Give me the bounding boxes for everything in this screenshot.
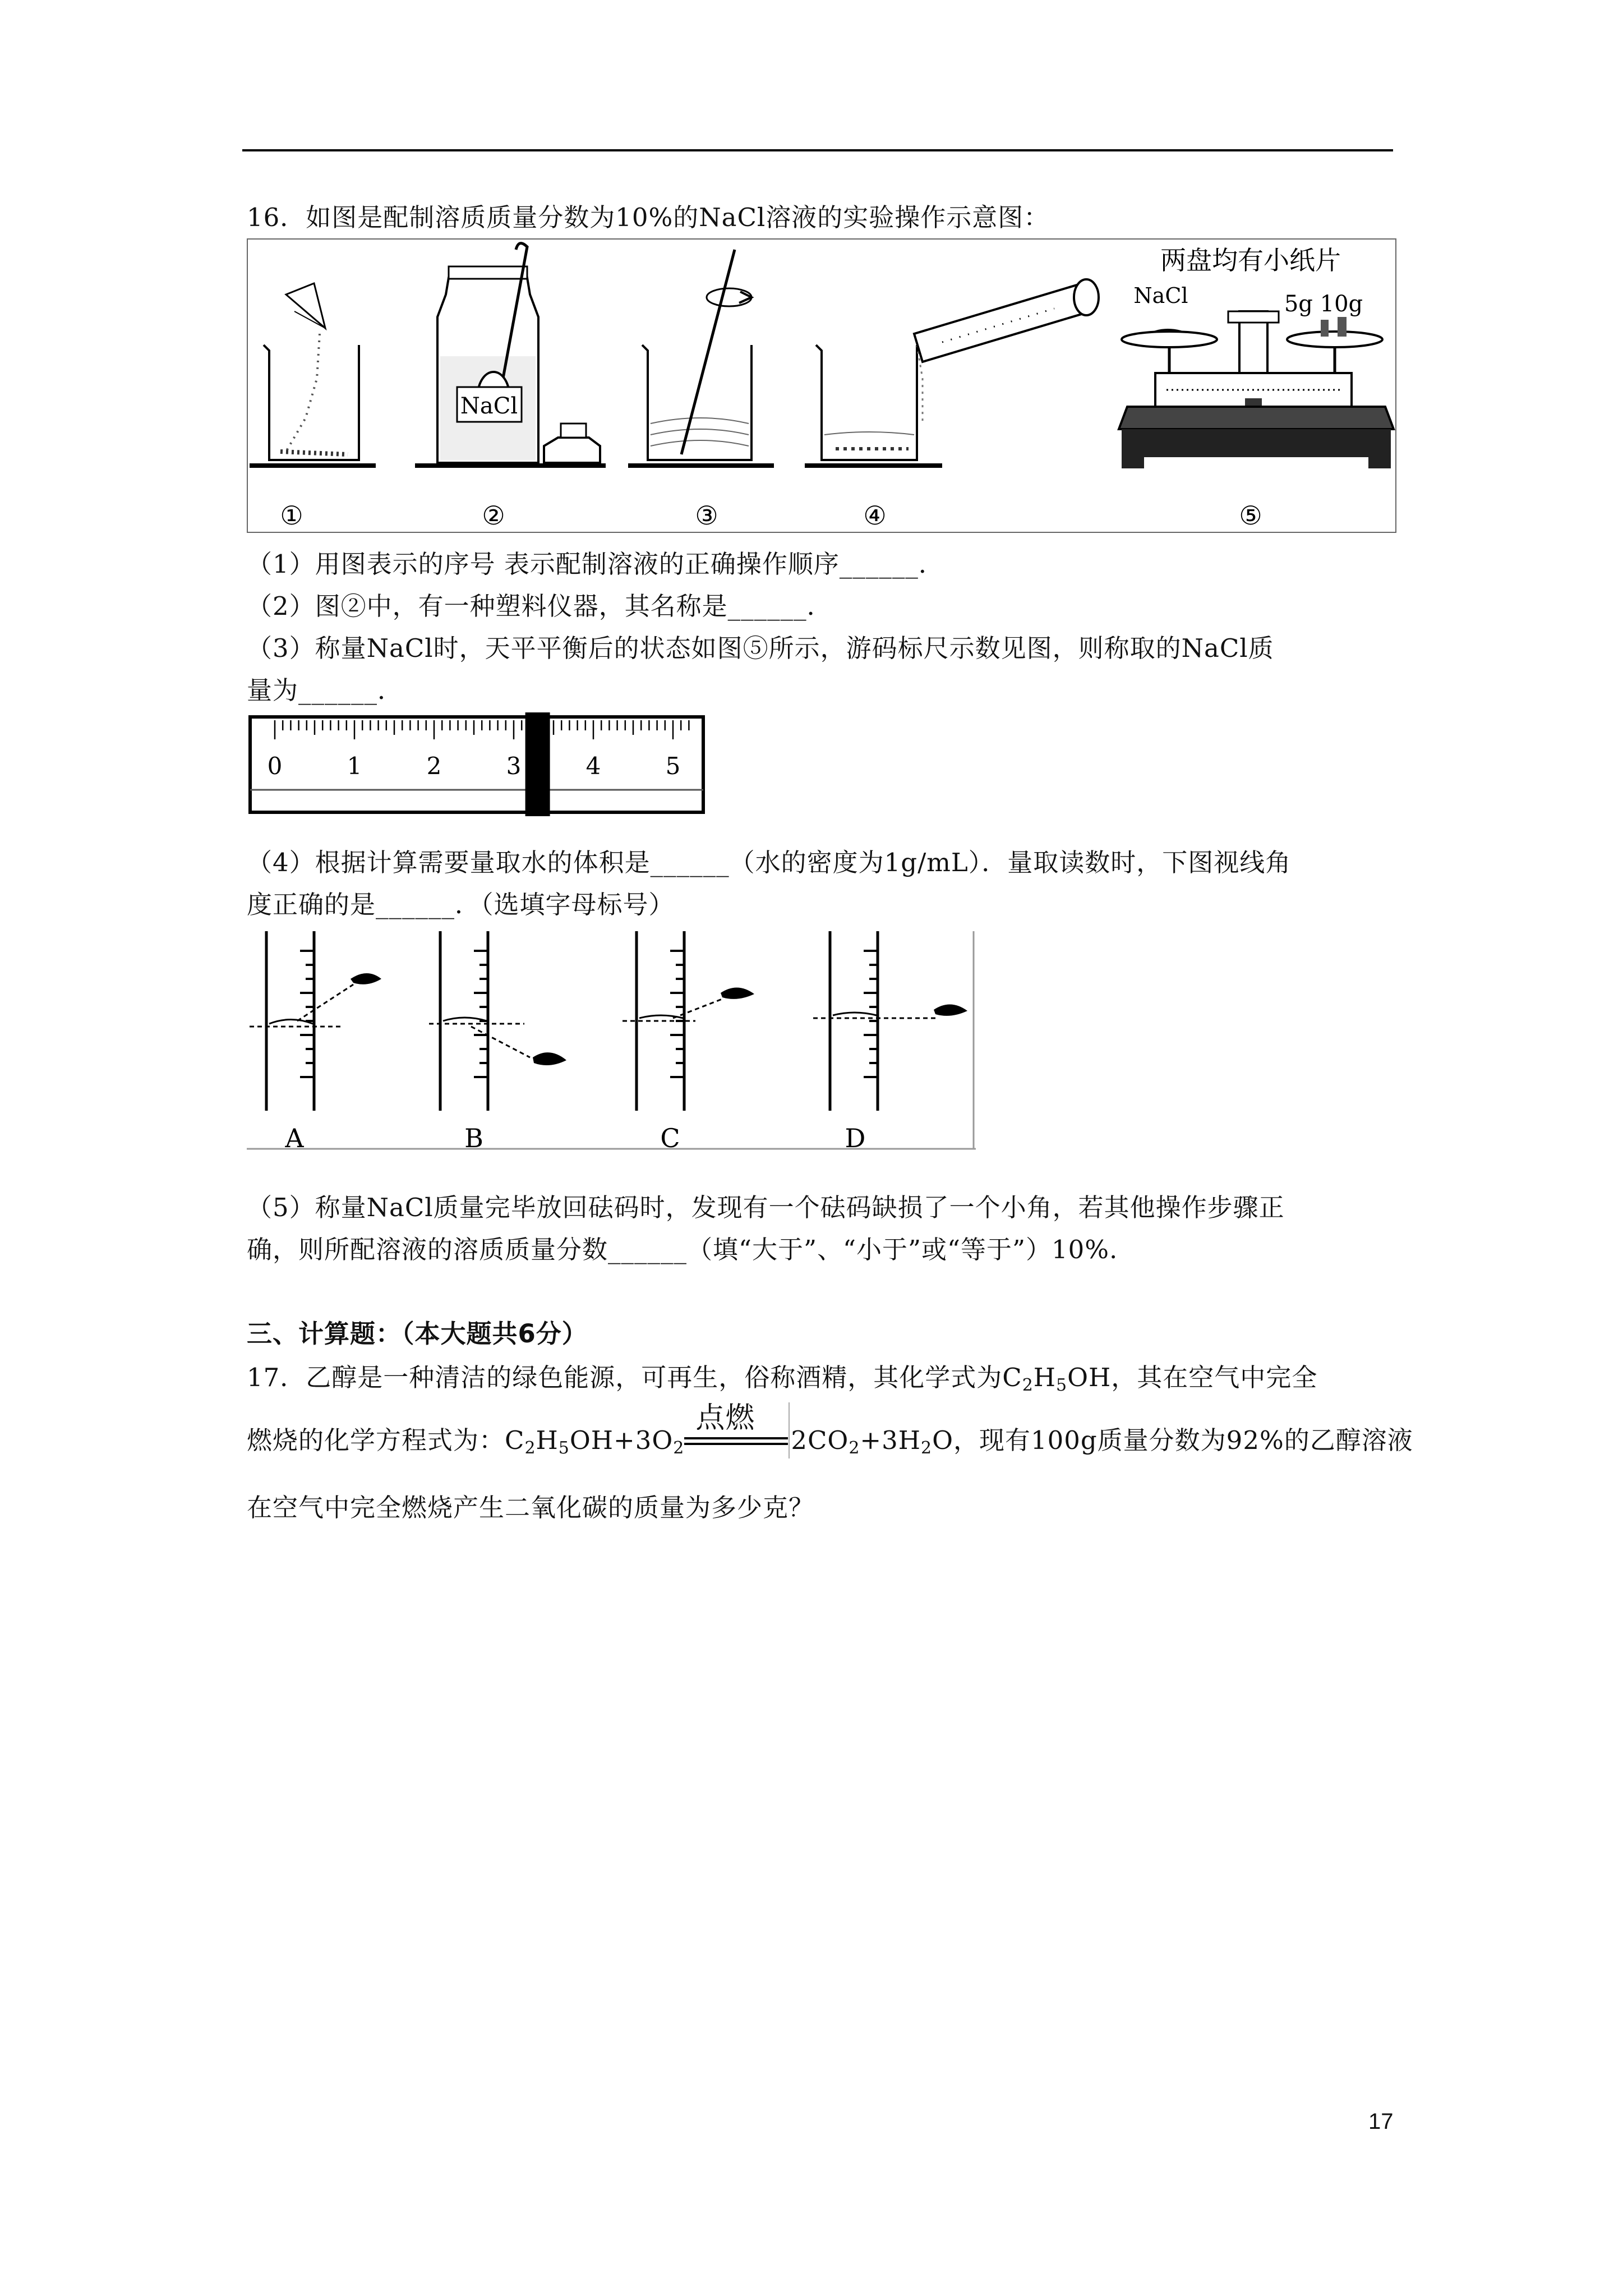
- q16-sub3-line2: 量为______．: [247, 675, 404, 705]
- q17-text: H: [1033, 1363, 1057, 1392]
- option-a-label: A: [285, 1123, 304, 1153]
- q16-sub3-line1: （3）称量NaCl时，天平平衡后的状态如图⑤所示，游码标尺示数见图，则称取的NaCl质: [247, 633, 1274, 663]
- q16-sub4-line1: （4）根据计算需要量取水的体积是______（水的密度为1g/mL）．量取读数时，下图视线角: [247, 848, 1292, 877]
- step-label-5: ⑤: [1239, 500, 1262, 531]
- section3-title: 三、计算题：（本大题共6分）: [247, 1319, 588, 1349]
- q17-line3: 在空气中完全燃烧产生二氧化碳的质量为多少克？: [247, 1493, 815, 1522]
- subscript: 5: [558, 1438, 570, 1458]
- q17-text: 17．乙醇是一种清洁的绿色能源，可再生，俗称酒精，其化学式为C: [247, 1363, 1022, 1392]
- subscript: 2: [849, 1438, 860, 1458]
- option-b-label: B: [464, 1123, 483, 1153]
- q17-line1: [247, 1362, 1317, 1401]
- option-d-diagram: [813, 931, 967, 1153]
- q17-text: OH+3O: [569, 1425, 674, 1455]
- reading-angle-figure: [247, 931, 976, 1153]
- option-c-diagram: [623, 931, 754, 1153]
- ruler-tick-4: 4: [585, 752, 601, 780]
- q16-sub5-line1: （5）称量NaCl质量完毕放回砝码时，发现有一个砝码缺损了一个小角，若其他操作步骤正: [247, 1193, 1285, 1222]
- ruler-tick-2: 2: [426, 752, 442, 780]
- q16-sub2: （2）图②中，有一种塑料仪器，其名称是______．: [247, 591, 833, 621]
- q16-title: 16．如图是配制溶质质量分数为10%的NaCl溶液的实验操作示意图：: [247, 203, 1050, 232]
- balance-left-label: NaCl: [1133, 283, 1188, 308]
- ruler-tick-1: 1: [347, 752, 362, 780]
- option-d-label: D: [845, 1123, 866, 1153]
- slider-ruler-figure: [247, 712, 707, 816]
- q16-sub4-line2: 度正确的是______．（选填字母标号）: [247, 890, 675, 919]
- page-number: 17: [1368, 2109, 1394, 2134]
- step-label-3: ③: [695, 500, 718, 531]
- step4-add-water: [805, 279, 1099, 466]
- option-a-diagram: [250, 931, 381, 1153]
- subscript: 2: [1022, 1375, 1034, 1395]
- bottle-label: NaCl: [460, 393, 518, 419]
- reaction-condition: 点燃: [695, 1401, 755, 1435]
- q17-text: O，现有100g质量分数为92%的乙醇溶液: [932, 1425, 1413, 1455]
- step-label-2: ②: [482, 500, 505, 531]
- step2-reagent-bottle: [415, 243, 606, 466]
- ruler-tick-3: 3: [506, 752, 522, 780]
- step3-stirring: [628, 250, 774, 466]
- q17-text: +3H: [860, 1425, 921, 1455]
- q17-text: H: [536, 1425, 559, 1455]
- option-c-label: C: [660, 1123, 680, 1153]
- subscript: 5: [1056, 1375, 1068, 1395]
- ruler-slider: [525, 712, 550, 816]
- q16-experiment-figure: [247, 238, 1396, 533]
- option-b-diagram: [429, 931, 566, 1153]
- header-rule: [242, 149, 1393, 151]
- subscript: 2: [524, 1438, 536, 1458]
- step1-pour-solid: [250, 283, 376, 466]
- subscript: 2: [673, 1438, 685, 1458]
- balance-caption: 两盘均有小纸片: [1160, 245, 1341, 275]
- ruler-tick-0: 0: [267, 752, 283, 780]
- q17-text: 燃烧的化学方程式为：C: [247, 1425, 525, 1455]
- step-label-4: ④: [863, 500, 887, 531]
- q16-sub5-line2: 确，则所配溶液的溶质质量分数______（填“大于”、“小于”或“等于”）10%.: [247, 1235, 1118, 1264]
- reaction-condition-arrow: [684, 1401, 791, 1456]
- q16-sub1: （1）用图表示的序号 表示配制溶液的正确操作顺序______．: [247, 549, 944, 579]
- q17-line2: [247, 1401, 1413, 1464]
- q17-text: 2CO: [791, 1425, 849, 1455]
- q17-text: OH，其在空气中完全: [1067, 1363, 1318, 1392]
- balance-weights-label: 5g 10g: [1284, 291, 1363, 317]
- subscript: 2: [921, 1438, 933, 1458]
- step5-balance: [1119, 245, 1394, 468]
- ruler-tick-5: 5: [665, 752, 681, 780]
- step-label-1: ①: [280, 500, 303, 531]
